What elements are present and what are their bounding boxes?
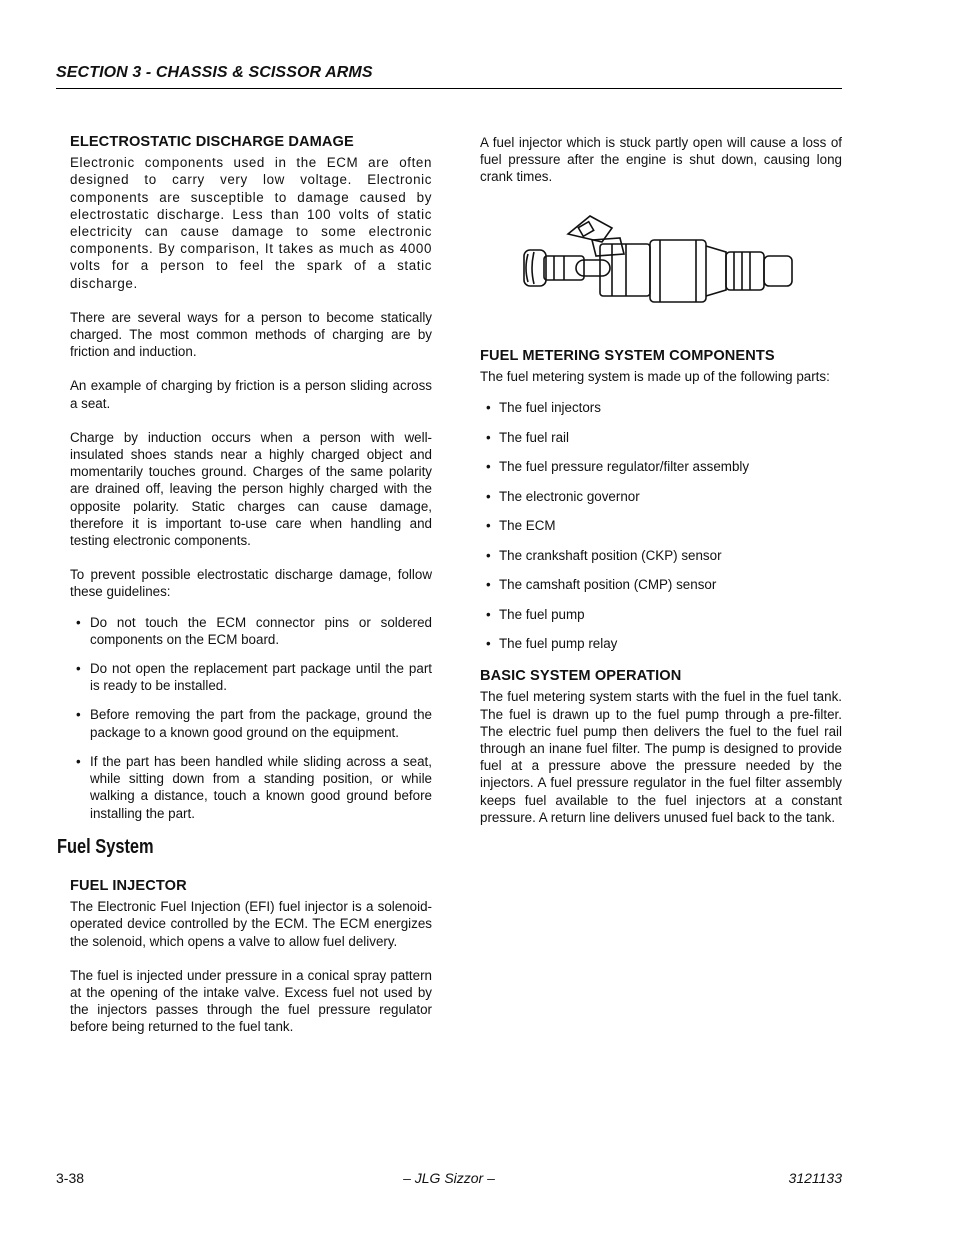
injector-paragraph-2: The fuel is injected under pressure in a conical spray pattern at the opening of the intake valve. Excess fuel not used by the injectors passes through the fuel pressure regulator before being returned to the fuel tank.	[70, 967, 432, 1035]
document-number: 3121133	[788, 1170, 842, 1186]
fuel-injector-icon	[520, 198, 810, 318]
esd-paragraph-5: To prevent possible electrostatic discharge damage, follow these guidelines:	[70, 567, 432, 600]
esd-guidelines-list	[70, 614, 432, 822]
basic-operation-paragraph: The fuel metering system starts with the fuel in the fuel tank. The fuel is drawn up to the fuel pump through a pre-filter. The electric fuel pump then delivers the fuel to the fuel rail through an inane fuel filter. The pump is designed to provide fuel at a pressure above the pressure needed by the injectors. A fuel pressure regulator in the fuel filter assembly keeps fuel available to the fuel injectors at a constant pressure. A return line delivers unused fuel back to the tank.	[480, 689, 842, 825]
esd-paragraph-4: Charge by induction occurs when a person with well-insulated shoes stands near a highly charged object and momentarily touches ground. Charges of the same polarity are drained off, leaving the person highly charged with the opposite polarity. Static charges can cause damage, therefore it is important to-use care when handling and testing electronic components.	[70, 429, 432, 549]
list-item: • The fuel rail	[480, 429, 842, 446]
page-number: 3-38	[56, 1170, 85, 1186]
right-column	[480, 134, 842, 843]
esd-paragraph-3: An example of charging by friction is a person sliding across a seat.	[70, 378, 432, 411]
list-item: • The ECM	[480, 517, 842, 534]
list-item: • Do not touch the ECM connector pins or soldered components on the ECM board.	[70, 614, 432, 648]
list-item: • Before removing the part from the package, ground the package to a known good ground on the equipment.	[70, 706, 432, 740]
list-item: • The electronic governor	[480, 488, 842, 505]
list-item: • The camshaft position (CMP) sensor	[480, 576, 842, 593]
section-title: SECTION 3 - CHASSIS & SCISSOR ARMS	[56, 64, 373, 81]
injector-paragraph-1: The Electronic Fuel Injection (EFI) fuel injector is a solenoid-operated device controlled by the ECM. The ECM energizes the solenoid, which opens a valve to allow fuel delivery.	[70, 899, 432, 949]
esd-paragraph-2: There are several ways for a person to become statically charged. The most common methods of charging are by friction and induction.	[70, 309, 432, 360]
left-column	[57, 134, 432, 1053]
basic-operation-heading: BASIC SYSTEM OPERATION	[480, 668, 682, 685]
metering-paragraph: The fuel metering system is made up of the following parts:	[480, 368, 830, 384]
fuel-injector-illustration	[520, 198, 810, 318]
list-item: • Do not open the replacement part package until the part is ready to be installed.	[70, 660, 432, 694]
esd-heading: ELECTROSTATIC DISCHARGE DAMAGE	[70, 134, 354, 150]
list-item: • If the part has been handled while sliding across a seat, while sitting down from a standing position, or while walking a distance, touch a known good ground before installing the part.	[70, 753, 432, 822]
metering-heading: FUEL METERING SYSTEM COMPONENTS	[480, 347, 775, 364]
fuel-system-heading: Fuel System	[57, 835, 154, 858]
list-item: • The crankshaft position (CKP) sensor	[480, 547, 842, 564]
stuck-injector-paragraph: A fuel injector which is stuck partly open will cause a loss of fuel pressure after the engine is shut down, causing long crank times.	[480, 135, 842, 185]
footer-title: – JLG Sizzor –	[403, 1170, 495, 1186]
fuel-injector-heading: FUEL INJECTOR	[70, 877, 187, 894]
page-footer	[56, 1170, 842, 1190]
list-item: • The fuel pump	[480, 606, 842, 623]
list-item: • The fuel pump relay	[480, 635, 842, 652]
esd-paragraph-1: Electronic components used in the ECM are often designed to carry very low voltage. Electronic components are susceptible to damage caused by electrostatic discharge. Less than 100 volts of static electricity can cause damage to some electronic components. By comparison, It takes as much as 4000 volts for a person to feel the spark of a static discharge.	[70, 155, 432, 291]
list-item: • The fuel injectors	[480, 399, 842, 416]
list-item: • The fuel pressure regulator/filter assembly	[480, 458, 842, 475]
section-header	[56, 64, 842, 89]
metering-components-list	[480, 399, 842, 652]
